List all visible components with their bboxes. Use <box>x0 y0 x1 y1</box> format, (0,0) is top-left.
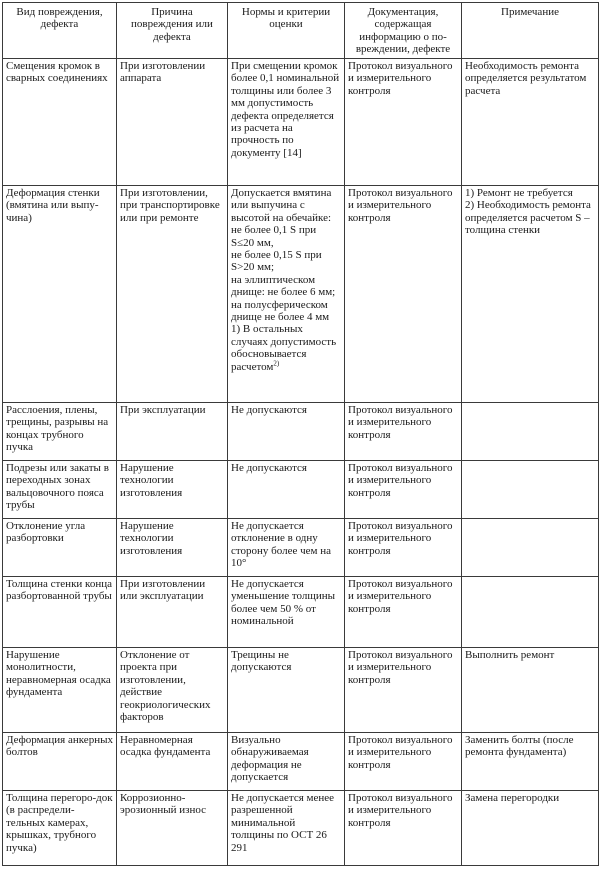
norms-line: Не допускается отклонение в одну сторону более чем на 10° <box>231 520 332 570</box>
cell-documentation: Протокол визуального и измерительного контроля <box>345 733 462 791</box>
table-row <box>3 791 599 866</box>
cell-cause: При изготовлении или эксплуатации <box>117 577 228 648</box>
cell-norms <box>228 648 345 733</box>
header-defect-cause: Причина повреждения или дефекта <box>117 3 228 59</box>
cell-cause: Неравномерная осадка фундамента <box>117 733 228 791</box>
cell-cause: Отклонение от проекта при изготовлении, действие геокриологических факторов <box>117 648 228 733</box>
cell-documentation: Протокол визуального и измерительного контроля <box>345 186 462 403</box>
cell-norms <box>228 186 345 403</box>
cell-note <box>462 577 599 648</box>
table-row <box>3 403 599 461</box>
cell-note <box>462 403 599 461</box>
header-documentation: Документация, содержащая информацию о по-вреждении, дефекте <box>345 3 462 59</box>
cell-documentation: Протокол визуального и измерительного контроля <box>345 59 462 186</box>
norms-line-text: 1) В остальных случаях допустимость обосновывается расчетом <box>231 323 337 373</box>
table-row <box>3 461 599 519</box>
norms-line: При смещении кромок более 0,1 номинальной толщины или более 3 мм допустимость дефекта определяется из расчета на прочность по документу [14] <box>231 60 340 159</box>
norms-line: Не допускаются <box>231 462 307 474</box>
cell-norms <box>228 733 345 791</box>
cell-documentation: Протокол визуального и измерительного контроля <box>345 403 462 461</box>
norms-line: на полусферическом днище не более 4 мм <box>231 298 330 324</box>
cell-documentation: Протокол визуального и измерительного контроля <box>345 461 462 519</box>
note-line: Заменить болты (после ремонта фундамента) <box>465 734 574 759</box>
cell-documentation: Протокол визуального и измерительного контроля <box>345 791 462 866</box>
cell-cause: При изготовлении аппарата <box>117 59 228 186</box>
cell-norms <box>228 519 345 577</box>
cell-note <box>462 733 599 791</box>
note-line: Замена перегородки <box>465 792 560 804</box>
cell-defect: Подрезы или закаты в переходных зонах вальцовочного пояса трубы <box>3 461 117 519</box>
cell-cause: Нарушение технологии изготовления <box>117 461 228 519</box>
cell-documentation: Протокол визуального и измерительного контроля <box>345 577 462 648</box>
cell-norms <box>228 791 345 866</box>
cell-cause: Коррозионно-эрозионный износ <box>117 791 228 866</box>
cell-note <box>462 519 599 577</box>
cell-defect: Толщина перегоро-док (в распредели-тельных камерах, крышках, трубного пучка) <box>3 791 117 866</box>
header-norms-criteria: Нормы и критерии оценки <box>228 3 345 59</box>
note-line: 1) Ремонт не требуется <box>465 187 573 199</box>
cell-norms <box>228 577 345 648</box>
cell-cause: При изготовлении, при транспортировке или при ремонте <box>117 186 228 403</box>
cell-norms <box>228 403 345 461</box>
cell-defect: Деформация стенки (вмятина или выпу-чина) <box>3 186 117 403</box>
norms-line: Допускается вмятина или выпучина с высотой на обечайке: не более 0,1 S при S≤20 мм, <box>231 187 332 249</box>
cell-norms <box>228 461 345 519</box>
table-row <box>3 648 599 733</box>
cell-cause: Нарушение технологии изготовления <box>117 519 228 577</box>
cell-defect: Нарушение монолитности, неравномерная осадка фундамента <box>3 648 117 733</box>
cell-note <box>462 59 599 186</box>
note-line: Выполнить ремонт <box>465 649 555 661</box>
norms-line: Не допускается уменьшение толщины более чем 50 % от номинальной <box>231 578 336 628</box>
header-defect-type: Вид повреждения, дефекта <box>3 3 117 59</box>
header-note: Примечание <box>462 3 599 59</box>
footnote-marker: 2) <box>273 359 280 368</box>
note-line: Необходимость ремонта определяется результатом расчета <box>465 60 587 97</box>
table-row <box>3 733 599 791</box>
cell-note <box>462 461 599 519</box>
defects-table <box>2 2 599 866</box>
cell-defect: Расслоения, плены, трещины, разрывы на концах трубного пучка <box>3 403 117 461</box>
cell-documentation: Протокол визуального и измерительного контроля <box>345 648 462 733</box>
cell-note <box>462 791 599 866</box>
cell-cause: При эксплуатации <box>117 403 228 461</box>
table-row <box>3 577 599 648</box>
norms-line: не более 0,15 S при S>20 мм; <box>231 249 322 274</box>
norms-line <box>231 323 341 373</box>
norms-line: Не допускаются <box>231 404 307 416</box>
norms-line: на эллиптическом днище: не более 6 мм; <box>231 273 336 299</box>
norms-line: Визуально обнаруживаемая деформация не допускается <box>231 734 309 784</box>
table-row <box>3 519 599 577</box>
norms-line: Трещины не допускаются <box>231 649 292 674</box>
cell-documentation: Протокол визуального и измерительного контроля <box>345 519 462 577</box>
cell-defect: Смещения кромок в сварных соединениях <box>3 59 117 186</box>
norms-line: Не допускается менее разрешенной минимальной толщины по ОСТ 26 291 <box>231 792 335 854</box>
table-row <box>3 186 599 403</box>
cell-norms <box>228 59 345 186</box>
cell-defect: Деформация анкерных болтов <box>3 733 117 791</box>
table-header-row <box>3 3 599 59</box>
table-row <box>3 59 599 186</box>
cell-note <box>462 648 599 733</box>
cell-note <box>462 186 599 403</box>
cell-defect: Отклонение угла разбортовки <box>3 519 117 577</box>
note-line: 2) Необходимость ремонта определяется расчетом S – толщина стенки <box>465 199 591 237</box>
cell-defect: Толщина стенки конца разбортованной трубы <box>3 577 117 648</box>
